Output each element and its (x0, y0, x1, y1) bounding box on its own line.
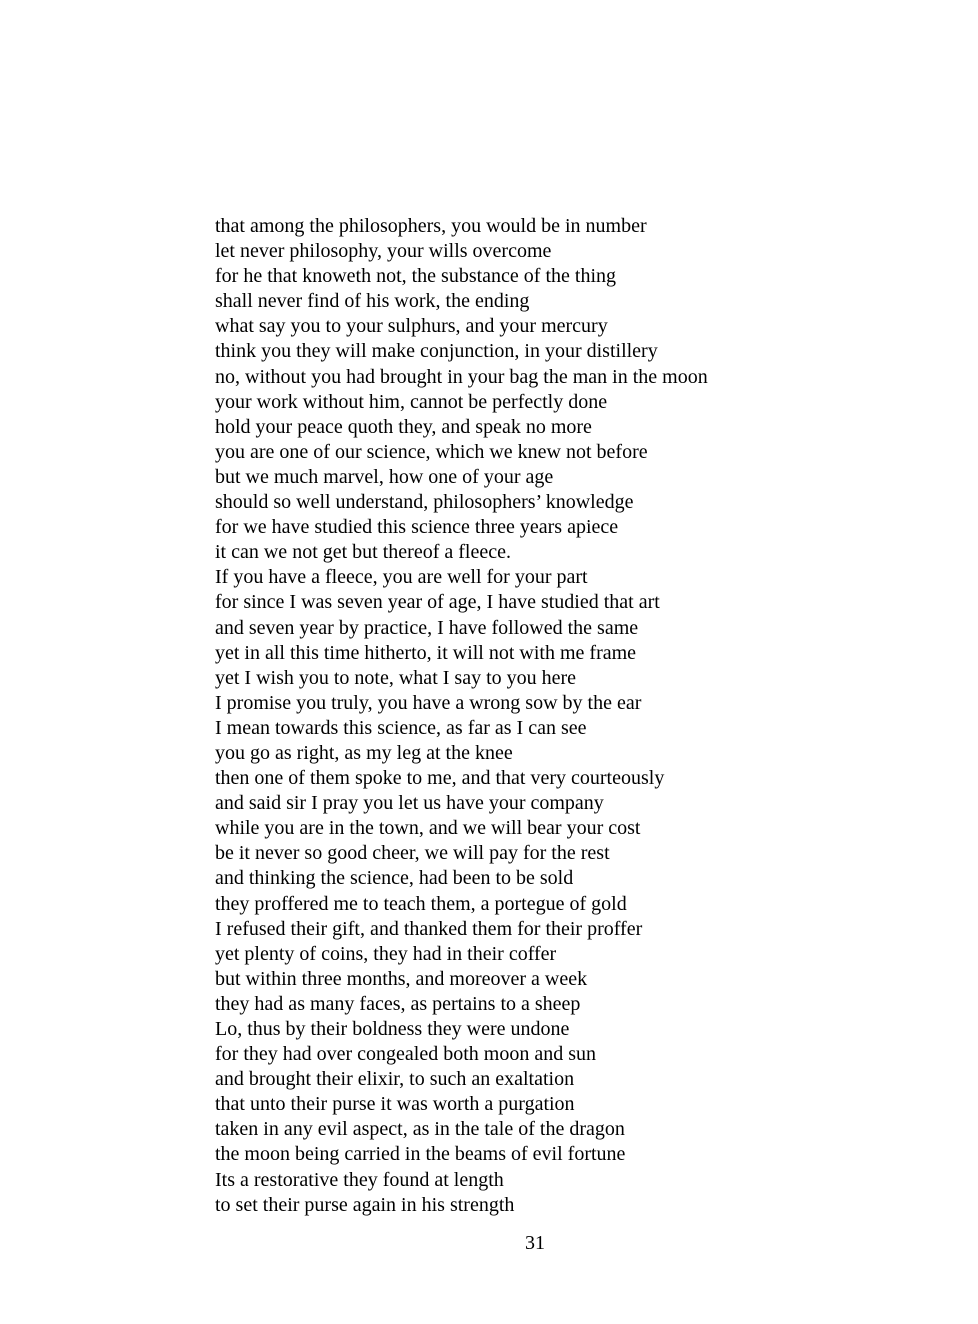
poem-line: what say you to your sulphurs, and your mercury (215, 315, 608, 338)
poem-line: and said sir I pray you let us have your company (215, 792, 604, 815)
poem-line: think you they will make conjunction, in your distillery (215, 340, 658, 363)
poem-text (215, 214, 915, 1218)
poem-line: and thinking the science, had been to be sold (215, 867, 574, 890)
poem-line: and brought their elixir, to such an exaltation (215, 1068, 575, 1091)
poem-line: taken in any evil aspect, as in the tale of the dragon (215, 1118, 625, 1141)
poem-line: I mean towards this science, as far as I can see (215, 716, 587, 739)
poem-line: you go as right, as my leg at the knee (215, 741, 513, 764)
poem-line: it can we not get but thereof a fleece. (215, 541, 511, 564)
poem-line: they proffered me to teach them, a portegue of gold (215, 892, 627, 915)
poem-line: let never philosophy, your wills overcome (215, 240, 552, 263)
poem-line: that among the philosophers, you would be in number (215, 215, 647, 237)
poem-line: If you have a fleece, you are well for your part (215, 566, 588, 589)
poem-line: yet in all this time hitherto, it will not with me frame (215, 641, 637, 664)
poem-line: and seven year by practice, I have followed the same (215, 616, 639, 639)
poem-line: Lo, thus by their boldness they were undone (215, 1018, 570, 1040)
poem-line: your work without him, cannot be perfectly done (215, 390, 608, 413)
poem-line: shall never find of his work, the ending (215, 290, 530, 313)
poem-line: while you are in the town, and we will bear your cost (215, 817, 641, 840)
poem-line: that unto their purse it was worth a purgation (215, 1093, 575, 1116)
poem-line: yet I wish you to note, what I say to you here (215, 666, 577, 689)
poem-line: I promise you truly, you have a wrong sow by the ear (215, 691, 642, 714)
poem-line: you are one of our science, which we knew not before (215, 440, 648, 463)
poem-line: the moon being carried in the beams of evil fortune (215, 1143, 626, 1166)
poem-line: then one of them spoke to me, and that very courteously (215, 767, 665, 790)
poem-line: for he that knoweth not, the substance of the thing (215, 265, 617, 288)
poem-line: Its a restorative they found at length (215, 1168, 504, 1191)
poem-line: but we much marvel, how one of your age (215, 465, 554, 488)
poem-line: for we have studied this science three years apiece (215, 516, 619, 539)
poem-line: should so well understand, philosophers’ knowledge (215, 491, 634, 514)
poem-line: they had as many faces, as pertains to a sheep (215, 992, 581, 1015)
poem-line: for they had over congealed both moon and sun (215, 1043, 597, 1066)
poem-line: yet plenty of coins, they had in their coffer (215, 942, 557, 965)
poem-line: be it never so good cheer, we will pay for the rest (215, 842, 610, 865)
poem-line: I refused their gift, and thanked them for their proffer (215, 917, 643, 940)
page-number: 31 (525, 1232, 545, 1254)
poem-line: to set their purse again in his strength (215, 1193, 515, 1216)
poem-line: but within three months, and moreover a week (215, 967, 588, 990)
poem-line: hold your peace quoth they, and speak no more (215, 415, 592, 438)
poem-line: no, without you had brought in your bag the man in the moon (215, 365, 708, 388)
poem-line: for since I was seven year of age, I have studied that art (215, 591, 660, 614)
